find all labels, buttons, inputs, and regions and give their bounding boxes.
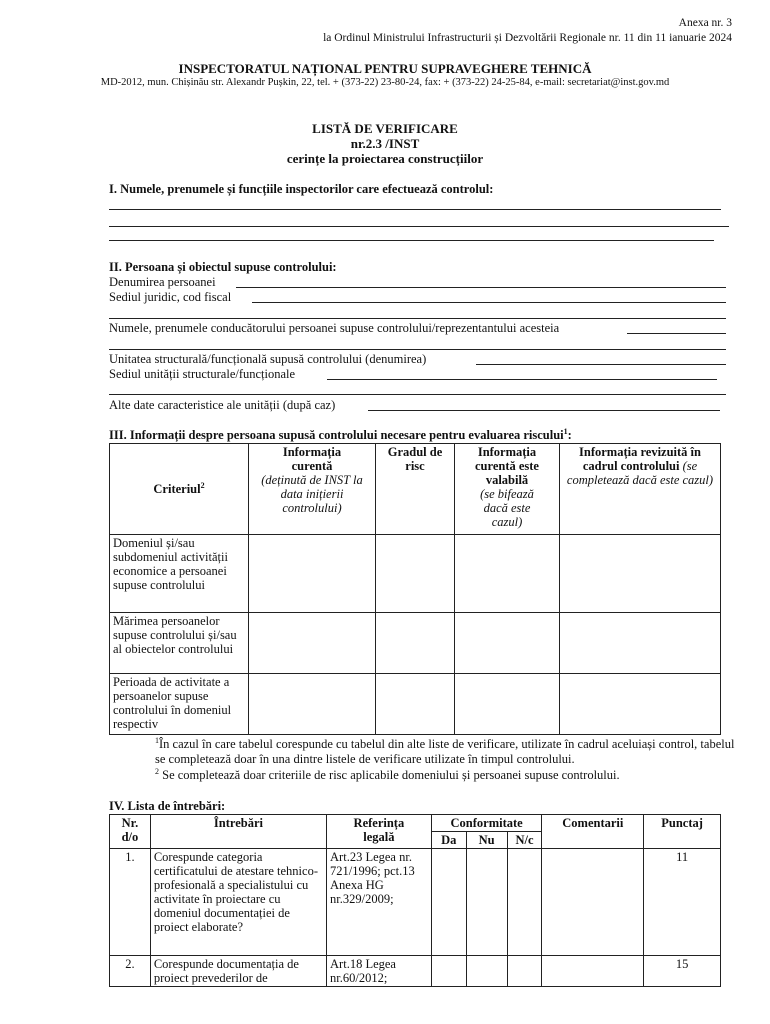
info-valid-cell[interactable]: [455, 613, 560, 674]
annex-number: Anexa nr. 3: [678, 17, 732, 29]
info-valid-cell[interactable]: [455, 674, 560, 735]
person-name-field[interactable]: [236, 287, 726, 288]
questions-table: [109, 814, 721, 987]
info-valid-label: Informația curentă este valabilă: [475, 445, 539, 487]
footnote-ref-2: 2: [200, 480, 205, 490]
table-row: [110, 613, 721, 674]
revised-info-cell[interactable]: [560, 613, 721, 674]
column-header-not-applicable: N/c: [507, 832, 542, 849]
document-number: nr.2.3 /INST: [350, 136, 420, 151]
section-4-heading: IV. Lista de întrebări:: [109, 799, 226, 813]
field-label-other-data: Alte date caracteristice ale unității (după caz): [109, 398, 336, 412]
column-header-legal-reference: [327, 815, 432, 849]
manager-name-field[interactable]: [627, 333, 726, 334]
field-label-manager-name: Numele, prenumele conducătorului persoanei supuse controlului/reprezentantului acesteia: [109, 321, 560, 335]
column-header-nr: Nr. d/o: [110, 815, 151, 849]
row-number: 1.: [110, 849, 151, 956]
fill-line[interactable]: [109, 318, 726, 319]
fill-line[interactable]: [109, 226, 729, 227]
legal-reference-cell: Art.18 Legea nr.60/2012;: [327, 956, 432, 987]
column-header-yes: Da: [431, 832, 466, 849]
yes-cell[interactable]: [431, 849, 466, 956]
revised-info-cell[interactable]: [560, 674, 721, 735]
footnote-2-mark: 2: [155, 766, 159, 776]
column-header-questions: Întrebări: [150, 815, 326, 849]
document-title: LISTĂ DE VERIFICARE: [312, 121, 458, 136]
column-header-current-info: [249, 444, 376, 535]
criterion-cell: Perioada de activitate a persoanelor supuse controlului în domeniul respectiv: [110, 674, 249, 735]
column-header-risk-degree: [376, 444, 455, 535]
field-label-structural-unit: Unitatea structurală/funcțională supusă controlului (denumirea): [109, 352, 427, 366]
section-3-heading: [109, 428, 572, 442]
no-cell[interactable]: [466, 849, 507, 956]
section-3-heading-text: III. Informații despre persoana supusă controlului necesare pentru evaluarea riscului: [109, 428, 564, 442]
footnote-1-text: În cazul în care tabelul corespunde cu tabelul din alte liste de verificare, utilizate în cadrul aceluiași control, tabelul se completează doar în una dintre listele de verificare utilizate în timpul controlului.: [155, 737, 735, 766]
fill-line[interactable]: [109, 240, 714, 241]
risk-degree-cell[interactable]: [376, 535, 455, 613]
field-label-unit-seat: Sediul unității structurale/funcționale: [109, 367, 296, 381]
risk-degree-cell[interactable]: [376, 674, 455, 735]
section-1-heading: I. Numele, prenumele și funcțiile inspectorilor care efectuează controlul:: [109, 182, 494, 196]
current-info-note: (deținută de INST la data inițierii controlului): [261, 473, 363, 515]
table-row: [110, 849, 721, 956]
risk-table-header: [110, 444, 721, 535]
fill-line[interactable]: [109, 394, 726, 395]
column-header-comments: Comentarii: [542, 815, 644, 849]
institution-address: MD-2012, mun. Chișinău str. Alexandr Pușkin, 22, tel. + (373-22) 23-80-24, fax: + (373-22) 24-25-84, e-mail: secretariat@inst.gov.md: [100, 77, 670, 88]
legal-reference-cell: Art.23 Legea nr. 721/1996; pct.13 Anexa HG nr.329/2009;: [327, 849, 432, 956]
document-subtitle: cerințe la proiectarea construcțiilor: [286, 151, 484, 166]
current-info-cell[interactable]: [249, 674, 376, 735]
annex-order-reference: la Ordinul Ministrului Infrastructurii și Dezvoltării Regionale nr. 11 din 11 ianuarie 2024: [323, 32, 732, 44]
not-applicable-cell[interactable]: [507, 849, 542, 956]
question-cell: Corespunde documentația de proiect prevederilor de: [150, 956, 326, 987]
criterion-cell: Mărimea persoanelor supuse controlului și/sau al obiectelor controlului: [110, 613, 249, 674]
not-applicable-cell[interactable]: [507, 956, 542, 987]
column-header-score: Punctaj: [644, 815, 721, 849]
revised-info-label: Informația revizuită în cadrul controlului: [579, 445, 701, 473]
current-info-cell[interactable]: [249, 613, 376, 674]
column-header-conformity: Conformitate: [431, 815, 542, 832]
info-valid-note: (se bifează dacă este cazul): [480, 487, 534, 529]
revised-info-note: (se completează dacă este cazul): [566, 459, 714, 487]
table-row: [110, 956, 721, 987]
criterion-cell: Domeniul și/sau subdomeniul activității economice a persoanei supuse controlului: [110, 535, 249, 613]
risk-degree-cell[interactable]: [376, 613, 455, 674]
row-number: 2.: [110, 956, 151, 987]
questions-table-header: [110, 815, 721, 832]
column-header-criterion: [110, 444, 249, 535]
comments-cell[interactable]: [542, 849, 644, 956]
section-2-heading: II. Persoana și obiectul supuse controlului:: [109, 260, 337, 274]
section-3-heading-colon: :: [567, 428, 572, 442]
info-valid-cell[interactable]: [455, 535, 560, 613]
risk-info-table: [109, 443, 721, 735]
column-header-info-valid: [455, 444, 560, 535]
revised-info-cell[interactable]: [560, 535, 721, 613]
fill-line[interactable]: [109, 209, 721, 210]
unit-seat-field[interactable]: [327, 379, 717, 380]
footnote-ref-1: 1: [563, 426, 568, 436]
current-info-cell[interactable]: [249, 535, 376, 613]
footnote-1: [155, 737, 745, 767]
column-header-revised-info: [560, 444, 721, 535]
footnote-1-mark: 1: [155, 735, 159, 745]
legal-seat-field[interactable]: [252, 302, 726, 303]
field-label-person-name: Denumirea persoanei: [109, 275, 216, 289]
question-cell: Corespunde categoria certificatului de atestare tehnico-profesională a specialistului cu activitate în proiectare cu domeniul documentației de proiect elaborate?: [150, 849, 326, 956]
institution-name: INSPECTORATUL NAȚIONAL PENTRU SUPRAVEGHERE TEHNICĂ: [178, 61, 592, 76]
score-cell: 11: [644, 849, 721, 956]
criterion-label: Criteriul: [153, 482, 201, 496]
field-label-legal-seat: Sediul juridic, cod fiscal: [109, 290, 232, 304]
fill-line[interactable]: [109, 349, 726, 350]
table-row: [110, 674, 721, 735]
risk-degree-label: Gradul de risc: [387, 445, 443, 473]
legal-reference-label: Referința legală: [353, 816, 405, 844]
footnote-2: [155, 768, 745, 783]
score-cell: 15: [644, 956, 721, 987]
yes-cell[interactable]: [431, 956, 466, 987]
no-cell[interactable]: [466, 956, 507, 987]
current-info-label: Informația curentă: [282, 445, 342, 473]
table-row: [110, 535, 721, 613]
structural-unit-field[interactable]: [476, 364, 726, 365]
comments-cell[interactable]: [542, 956, 644, 987]
other-data-field[interactable]: [368, 410, 720, 411]
footnote-2-text: Se completează doar criteriile de risc aplicabile domeniului și persoanei supuse controlului.: [159, 768, 620, 782]
column-header-no: Nu: [466, 832, 507, 849]
